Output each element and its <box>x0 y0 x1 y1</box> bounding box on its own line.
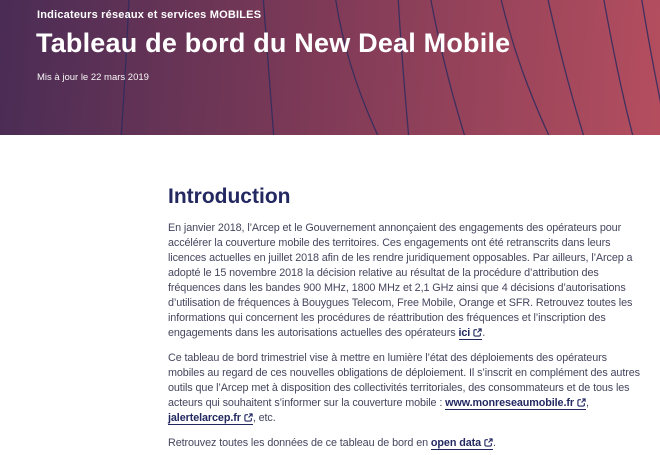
external-link-icon <box>473 328 482 337</box>
page-title: Tableau de bord du New Deal Mobile <box>36 28 511 58</box>
paragraph: Retrouvez toutes les données de ce tableau de bord en open data . <box>168 437 496 449</box>
external-link-icon <box>577 398 586 407</box>
section-heading-introduction: Introduction <box>168 185 291 208</box>
inline-link-open-data[interactable] <box>431 437 493 450</box>
paragraph: Ce tableau de bord trimestriel vise à mettre en lumière l’état des déploiements des opérateurs mobiles au regard de ces nouvelles obligations de déploiement. Il s’inscrit en complément des autres outils que l’Arcep met à disposition des collectivités territoriales, des consommateurs et de tous les acteurs qui souhaitent s’informer sur la couverture mobile : www.monreseaumobile.fr , jalertelarcep.fr , etc. <box>168 352 640 424</box>
inline-link-ici[interactable] <box>459 327 483 340</box>
hero-banner <box>0 0 660 135</box>
inline-link-monreseaumobile[interactable] <box>445 397 586 410</box>
main-content <box>0 135 660 451</box>
link-label: ici <box>458 327 471 339</box>
link-label: jalertelarcep.fr <box>168 412 241 424</box>
updated-date: Mis à jour le 22 mars 2019 <box>37 72 149 83</box>
hero-content <box>0 0 660 83</box>
external-link-icon <box>484 438 493 447</box>
external-link-icon <box>244 413 253 422</box>
link-label: www.monreseaumobile.fr <box>445 397 574 409</box>
inline-link-jalertelarcep[interactable] <box>168 412 253 425</box>
intro-paragraphs <box>168 221 642 451</box>
link-label: open data <box>430 437 482 449</box>
hero-kicker: Indicateurs réseaux et services MOBILES <box>37 9 262 21</box>
paragraph: En janvier 2018, l’Arcep et le Gouvernement annonçaient des engagements des opérateurs pour accélérer la couverture mobile des territoires. Ces engagements ont été retranscrits dans leurs licences actuelles en juillet 2018 afin de les rendre juridiquement opposables. Par ailleurs, l’Arcep a adopté le 15 novembre 2018 la décision relative au résultat de la procédure d’attribution des fréquences dans les bandes 900 MHz, 1800 MHz et 2,1 GHz ainsi que 4 décisions d’autorisations d’utilisation de fréquences à Bouygues Telecom, Free Mobile, Orange et SFR. Retrouvez toutes les informations qui concernent les procédures de réattribution des fréquences et l’inscription des engagements dans les autorisations actuelles des opérateurs ici . <box>168 222 633 339</box>
